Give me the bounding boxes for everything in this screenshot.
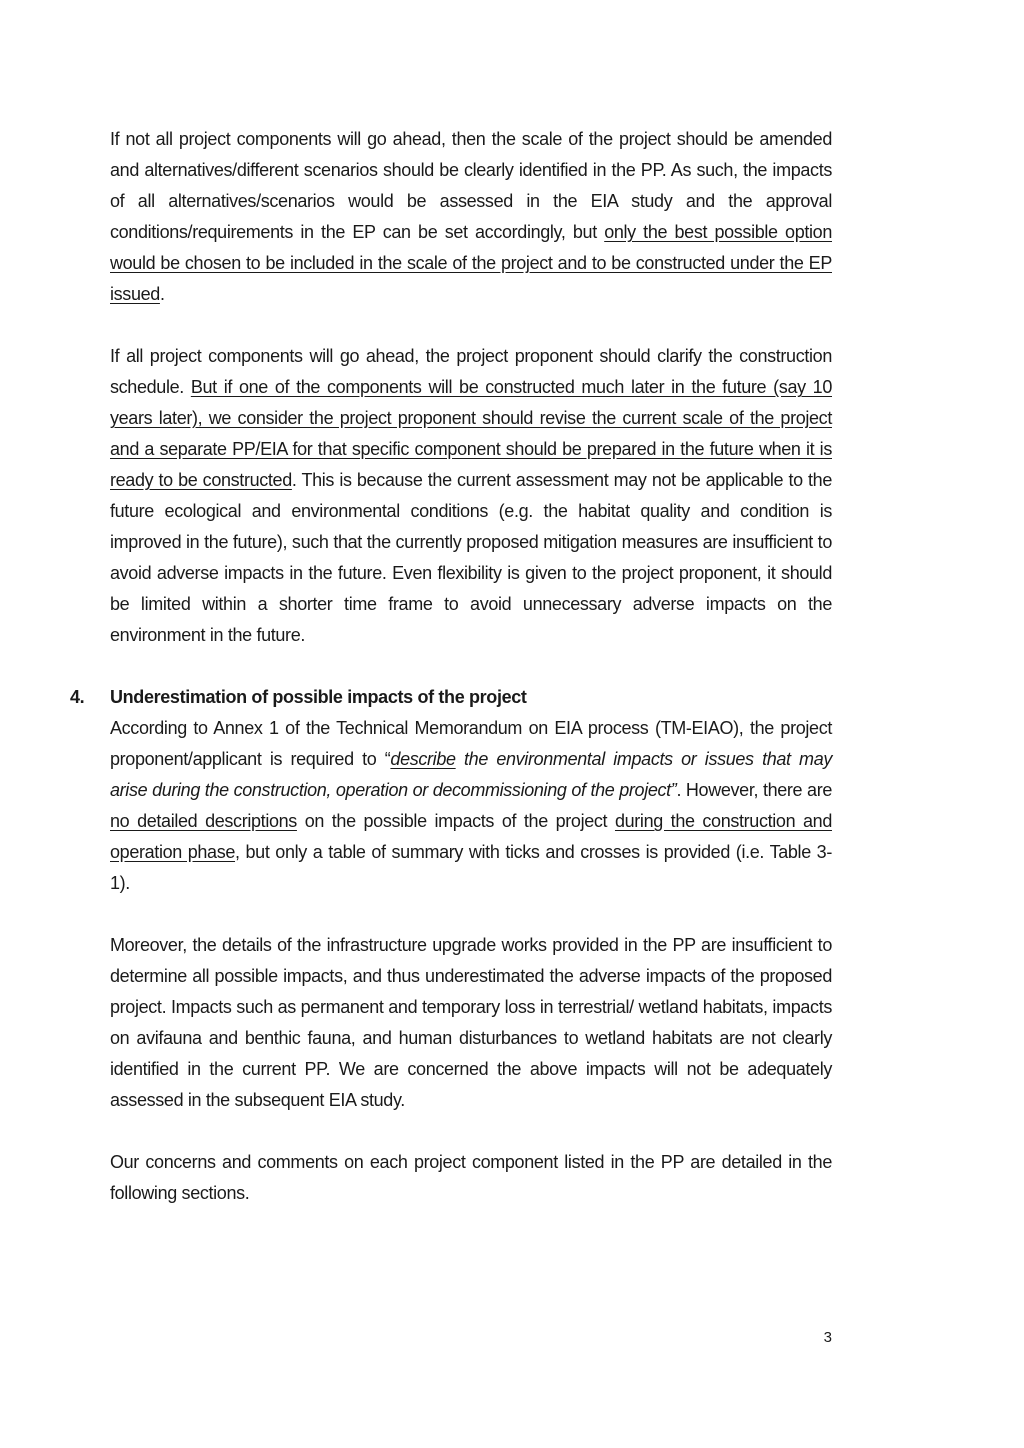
text-run: during the construction and operation phase [110, 811, 832, 862]
text-run: the environmental impacts or issues that may arise during the construction, operation or decommissioning of the project” [110, 749, 832, 800]
page-number: 3 [823, 1329, 832, 1346]
text-run: Moreover, the details of the infrastructure upgrade works provided in the PP are insufficient to determine all possible impacts, and thus underestimated the adverse impacts of the proposed project. Impacts such as permanent and temporary loss in terrestrial/ wetland habitats, impacts on avifauna and benthic fauna, and human disturbances to wetland habitats are not clearly identified in the current PP. We are concerned the above impacts will not be adequately assessed in the subsequent EIA study. [110, 935, 832, 1110]
text-run: But if one of the components will be constructed much later in the future (say 10 years later), we consider the project proponent should revise the current scale of the project and a separate PP/EIA for that specific component should be prepared in the future when it is ready to be constructed [110, 377, 832, 490]
paragraph [110, 1147, 832, 1209]
text-run: only the best possible option would be chosen to be included in the scale of the project and to be constructed under the EP issued [110, 222, 832, 304]
paragraph [110, 341, 832, 651]
paragraph [110, 930, 832, 1116]
text-run: , but only a table of summary with ticks and crosses is provided (i.e. Table 3-1). [110, 842, 832, 893]
text-run: describe [390, 749, 456, 769]
document-body [70, 124, 832, 1240]
section-title: Underestimation of possible impacts of the project [110, 687, 527, 707]
section-number: 4. [70, 687, 85, 707]
text-run: on the possible impacts of the project [296, 811, 615, 831]
text-run: If all project components will go ahead, the project proponent should clarify the construction schedule. [110, 346, 832, 397]
section-heading [70, 682, 832, 713]
paragraph [110, 713, 832, 899]
text-run: Our concerns and comments on each project component listed in the PP are detailed in the following sections. [110, 1152, 832, 1203]
text-run: no detailed descriptions [110, 811, 297, 831]
text-run: If not all project components will go ahead, then the scale of the project should be amended and alternatives/different scenarios should be clearly identified in the PP. As such, the impacts of all alternatives/scenarios would be assessed in the EIA study and the approval conditions/requirements in the EP can be set accordingly, but [110, 129, 832, 242]
text-run: . However, there are [676, 780, 832, 800]
text-run: According to Annex 1 of the Technical Memorandum on EIA process (TM-EIAO), the project proponent/applicant is required to “ [110, 718, 832, 769]
text-run: . [159, 284, 165, 304]
paragraph [110, 124, 832, 310]
text-run: . This is because the current assessment may not be applicable to the future ecological and environmental conditions (e.g. the habitat quality and condition is improved in the future), such that the currently proposed mitigation measures are insufficient to avoid adverse impacts in the future. Even flexibility is given to the project proponent, it should be limited within a shorter time frame to avoid unnecessary adverse impacts on the environment in the future. [110, 470, 832, 645]
